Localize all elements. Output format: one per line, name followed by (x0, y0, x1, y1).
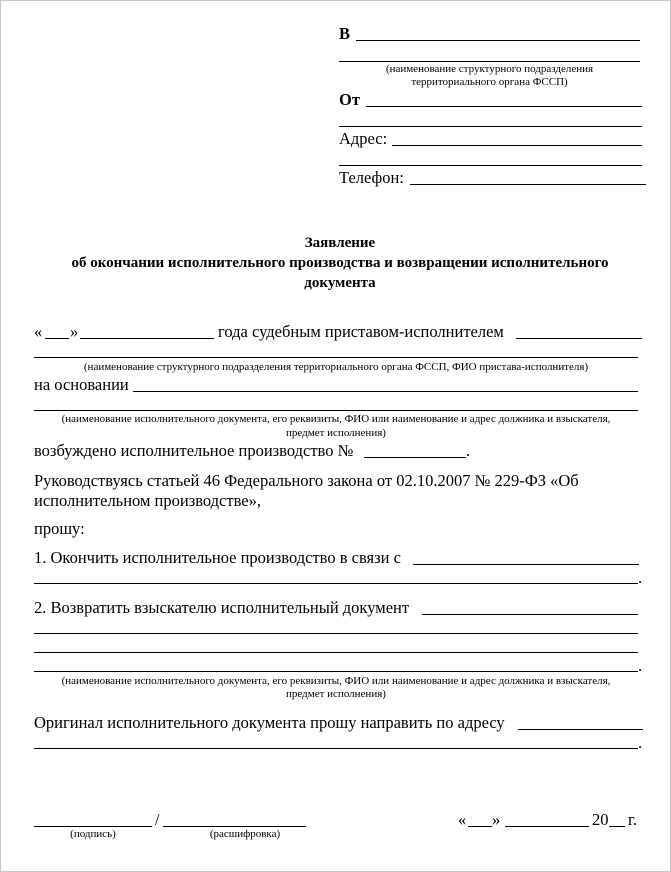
to-note-1: (наименование структурного подразделения (385, 63, 594, 75)
item2-line-2 (34, 633, 638, 634)
guided-text-1: Руководствуясь статьей 46 Федерального закона от 02.10.2007 № 229-ФЗ «Об (34, 471, 579, 490)
guided-text-2: исполнительном производстве», (34, 491, 261, 510)
officer-note: (наименование структурного подразделения территориального органа ФССП, ФИО пристава-исполнителя) (83, 361, 589, 373)
decoding-line (163, 826, 306, 827)
initiated-text: возбуждено исполнительное производство № (34, 441, 354, 460)
officer-line (516, 338, 642, 339)
address-line (392, 145, 642, 146)
basis-text: на основании (34, 375, 129, 394)
from-label: От (339, 90, 360, 109)
date-month-line (80, 338, 214, 339)
original-period: . (638, 733, 643, 752)
from-line-2 (339, 126, 642, 127)
document-note-2: предмет исполнения) (286, 427, 386, 439)
to-label: В (339, 24, 351, 43)
initiated-period: . (466, 441, 471, 460)
signature-line (34, 826, 152, 827)
footer-year: 20 (592, 810, 609, 829)
phone-line (410, 184, 646, 185)
item1-period: . (638, 568, 643, 587)
original-line (518, 729, 643, 730)
basis-line-2 (34, 410, 638, 411)
date-open-quote: « (34, 322, 43, 341)
decoding-note: (расшифровка) (209, 828, 281, 840)
to-note-2: территориального органа ФССП) (411, 76, 568, 88)
item2-line (422, 614, 638, 615)
footer-date-close-quote: » (492, 810, 501, 829)
to-line (356, 40, 640, 41)
request-text: прошу: (34, 519, 85, 538)
footer-day-line (468, 826, 492, 827)
case-number-line (364, 457, 466, 458)
officer-line-2 (34, 357, 638, 358)
item2-period: . (638, 656, 643, 675)
from-line (366, 106, 642, 107)
document2-note-1: (наименование исполнительного документа, его реквизиты, ФИО или наименование и адрес должника и взыскателя, (61, 675, 611, 687)
original-line-2 (34, 748, 638, 749)
signature-slash: / (155, 810, 160, 829)
address-line-2 (339, 165, 642, 166)
footer-date-open-quote: « (458, 810, 467, 829)
footer-year-suffix: г. (628, 810, 638, 829)
date-day-line (45, 338, 69, 339)
title-line-1: Заявление (304, 235, 376, 251)
item2-text: 2. Возвратить взыскателю исполнительный документ (34, 598, 410, 617)
title-line-2: об окончании исполнительного производства и возвращении исполнительного (71, 255, 609, 271)
item1-text: 1. Окончить исполнительное производство в связи с (34, 548, 401, 567)
phone-label: Телефон: (339, 168, 404, 187)
item2-line-3 (34, 652, 638, 653)
address-label: Адрес: (339, 129, 388, 148)
footer-year-line (609, 826, 625, 827)
document2-note-2: предмет исполнения) (286, 688, 386, 700)
date-close-quote: » (70, 322, 79, 341)
title-line-3: документа (304, 275, 376, 291)
basis-line (133, 391, 638, 392)
original-text: Оригинал исполнительного документа прошу направить по адресу (34, 713, 505, 732)
footer-month-line (505, 826, 589, 827)
signature-note: (подпись) (70, 828, 116, 840)
document-note-1: (наименование исполнительного документа, его реквизиты, ФИО или наименование и адрес должника и взыскателя, (61, 413, 611, 425)
item1-line (413, 564, 639, 565)
year-officer-text: года судебным приставом-исполнителем (218, 322, 504, 341)
item2-line-4 (34, 671, 638, 672)
to-line-2 (339, 61, 640, 62)
item1-line-2 (34, 583, 638, 584)
